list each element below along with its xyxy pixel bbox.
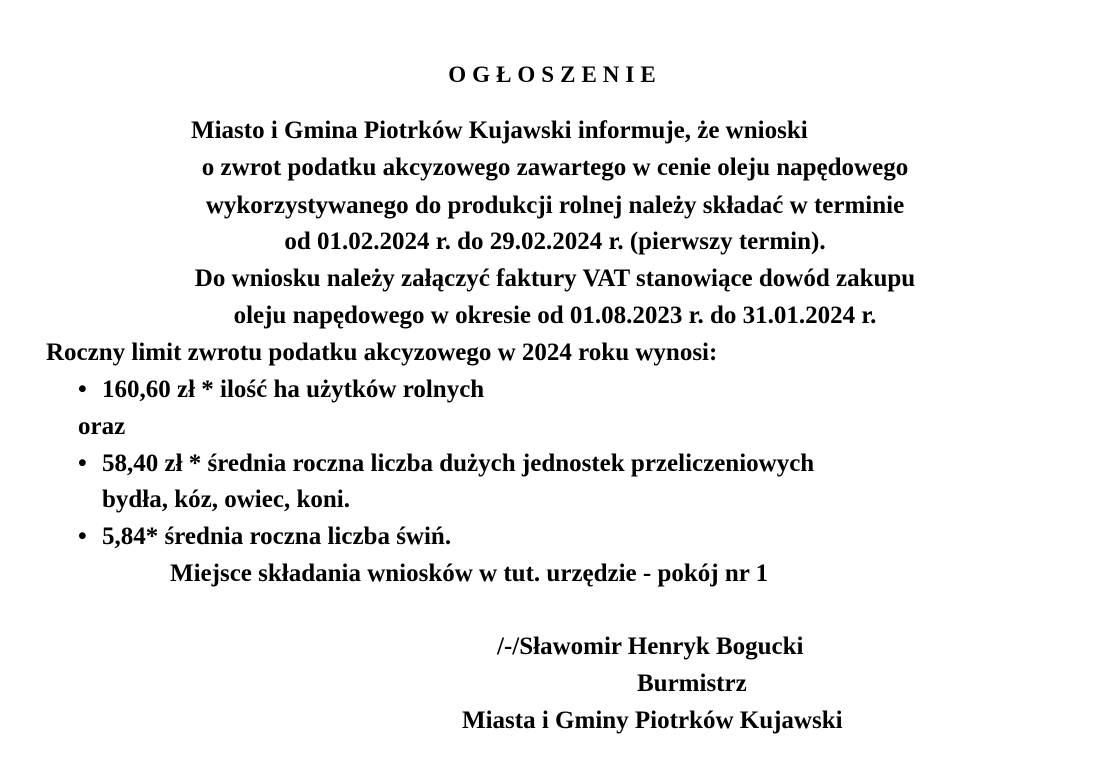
- document-title: OGŁOSZENIE: [448, 62, 662, 87]
- intro-line-2: o zwrot podatku akcyzowego zawartego w cenie oleju napędowego: [201, 154, 909, 181]
- signature-office: Miasta i Gminy Piotrków Kujawski: [462, 707, 843, 734]
- list-connector: oraz: [78, 413, 126, 440]
- list-item-pigs: 5,84* średnia roczna liczba świń.: [102, 523, 452, 550]
- submission-place: Miejsce składania wniosków w tut. urzędzie - pokój nr 1: [170, 560, 769, 587]
- signature-role: Burmistrz: [637, 670, 747, 697]
- list-item-arable-land: 160,60 zł * ilość ha użytków rolnych: [102, 376, 485, 403]
- intro-line-6: oleju napędowego w okresie od 01.08.2023 r. do 31.01.2024 r.: [233, 302, 877, 329]
- limit-heading: Roczny limit zwrotu podatku akcyzowego w 2024 roku wynosi:: [46, 339, 718, 366]
- intro-line-1: Miasto i Gmina Piotrków Kujawski informuje, że wnioski: [191, 117, 808, 144]
- bullet-icon: •: [78, 376, 87, 403]
- intro-line-5: Do wniosku należy załączyć faktury VAT stanowiące dowód zakupu: [194, 265, 916, 292]
- list-item-livestock-line-1: 58,40 zł * średnia roczna liczba dużych jednostek przeliczeniowych: [102, 450, 815, 477]
- signature-name: /-/Sławomir Henryk Bogucki: [497, 633, 804, 660]
- intro-line-4: od 01.02.2024 r. do 29.02.2024 r. (pierwszy termin).: [284, 228, 826, 255]
- list-item-livestock-line-2: bydła, kóz, owiec, koni.: [102, 486, 350, 513]
- bullet-icon: •: [78, 450, 87, 477]
- intro-line-3: wykorzystywanego do produkcji rolnej należy składać w terminie: [205, 192, 905, 219]
- bullet-icon: •: [78, 523, 87, 550]
